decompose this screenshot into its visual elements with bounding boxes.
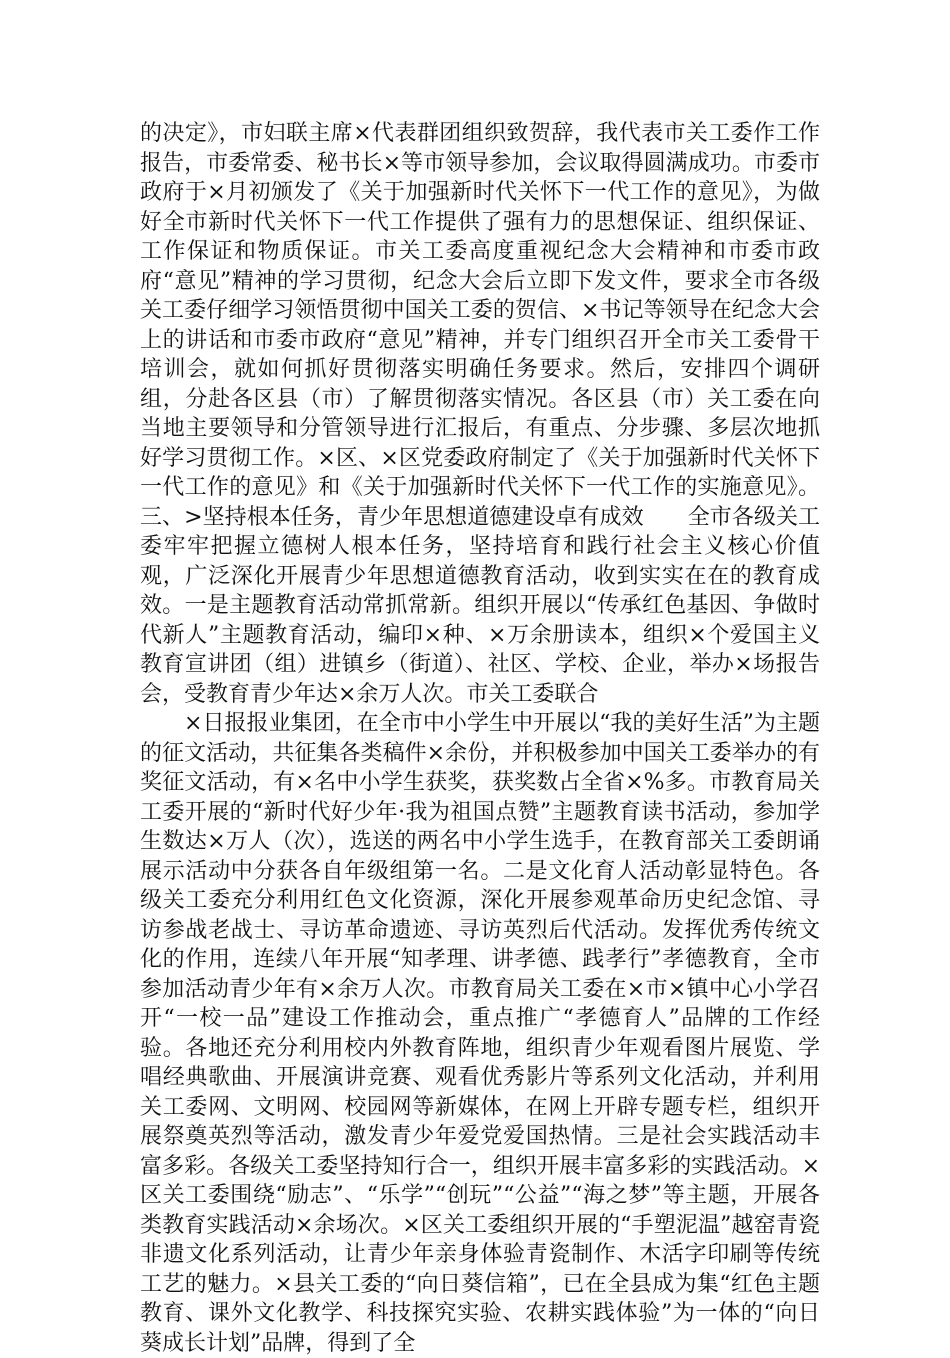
body-paragraph-2: ×日报报业集团，在全市中小学生中开展以“我的美好生活”为主题的征文活动，共征集各类稿件×余份，并积极参加中国关工委举办的有奖征文活动，有×名中小学生获奖，获奖数占全省×%多。市教育局关工委开展的“新时代好少年·我为祖国点赞”主题教育读书活动，参加学生数达×万人（次），选送的两名中小学生选手，在教育部关工委朗诵展示活动中分获各自年级组第一名。二是文化育人活动彰显特色。各级关工委充分利用红色文化资源，深化开展参观革命历史纪念馆、寻访参战老战士、寻访革命遗迹、寻访英烈后代活动。发挥优秀传统文化的作用，连续八年开展“知孝理、讲孝德、践孝行”孝德教育，全市参加活动青少年有×余万人次。市教育局关工委在×市×镇中心小学召开“一校一品”建设工作推动会，重点推广“孝德育人”品牌的工作经验。各地还充分利用校内外教育阵地，组织青少年观看图片展览、学唱经典歌曲、开展演讲竞赛、观看优秀影片等系列文化活动，并利用关工委网、文明网、校园网等新媒体，在网上开辟专题专栏，组织开展祭奠英烈等活动，激发青少年爱党爱国热情。三是社会实践活动丰富多彩。各级关工委坚持知行合一，组织开展丰富多彩的实践活动。×区关工委围绕“励志”、“乐学”“创玩”“公益”“海之梦”等主题，开展各类教育实践活动×余场次。×区关工委组织开展的“手塑泥温”越窑青瓷非遗文化系列活动，让青少年亲身体验青瓷制作、木活字印刷等传统工艺的魅力。×县关工委的“向日葵信箱”，已在全县成为集“红色主题教育、课外文化教学、科技探究实验、农耕实践体验”为一体的“向日葵成长计划”品牌，得到了全 xyxy=(140,711,820,1356)
document-page xyxy=(140,119,820,1358)
body-paragraph-1: 的决定》，市妇联主席×代表群团组织致贺辞，我代表市关工委作工作报告，市委常委、秘书长×等市领导参加，会议取得圆满成功。市委市政府于×月初颁发了《关于加强新时代关怀下一代工作的意见》，为做好全市新时代关怀下一代工作提供了强有力的思想保证、组织保证、工作保证和物质保证。市关工委高度重视纪念大会精神和市委市政府“意见”精神的学习贯彻，纪念大会后立即下发文件，要求全市各级关工委仔细学习领悟贯彻中国关工委的贺信、×书记等领导在纪念大会上的讲话和市委市政府“意见”精神，并专门组织召开全市关工委骨干培训会，就如何抓好贯彻落实明确任务要求。然后，安排四个调研组，分赴各区县（市）了解贯彻落实情况。各区县（市）关工委在向当地主要领导和分管领导进行汇报后，有重点、分步骤、多层次地抓好学习贯彻工作。×区、×区党委政府制定了《关于加强新时代关怀下一代工作的意见》和《关于加强新时代关怀下一代工作的实施意见》。三、>坚持根本任务，青少年思想道德建设卓有成效 全市各级关工委牢牢把握立德树人根本任务，坚持培育和践行社会主义核心价值观，广泛深化开展青少年思想道德教育活动，收到实实在在的教育成效。一是主题教育活动常抓常新。组织开展以“传承红色基因、争做时代新人”主题教育活动，编印×种、×万余册读本，组织×个爱国主义教育宣讲团（组）进镇乡（街道）、社区、学校、企业，举办×场报告会，受教育青少年达×余万人次。市关工委联合 xyxy=(140,121,820,707)
